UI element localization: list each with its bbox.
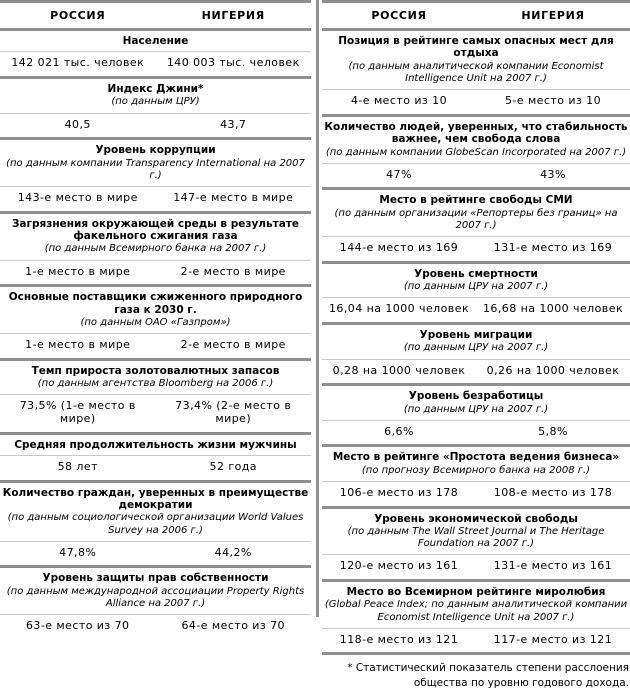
stat-title: Место в рейтинге «Простота ведения бизнеса» (332, 451, 620, 464)
stat-title-block (0, 568, 311, 615)
russia-value: 120-е место из 161 (339, 559, 459, 573)
russia-value: 4-е место из 10 (350, 94, 448, 108)
stat-section (322, 579, 630, 655)
stat-source-note: (по данным компании GlobeScan Incorporated на 2007 г.) (325, 146, 627, 158)
stat-values (322, 164, 630, 188)
stat-title: Количество граждан, уверенных в преимуществе демократии (2, 486, 309, 511)
nigeria-value: 2-е место в мире (180, 338, 286, 352)
stat-title: Население (122, 35, 189, 47)
stat-source-note: (по данным ЦРУ на 2007 г.) (403, 342, 549, 354)
nigeria-value: 43% (540, 167, 566, 181)
gini-footnote: * Статистический показатель степени расслоения общества по уровню годового дохода. (347, 662, 629, 689)
stat-values (0, 395, 311, 431)
russia-value: 106-е место из 178 (339, 485, 459, 499)
stat-title-block (322, 582, 630, 629)
stat-source-note: (по данным аналитической компании Economist Intelligence Unit на 2007 г.) (348, 60, 604, 84)
stat-values (322, 90, 630, 114)
stat-section (322, 187, 630, 260)
left-column (0, 0, 311, 639)
nigeria-value: 117-е место из 121 (493, 632, 613, 646)
russia-value: 0,28 на 1000 человек (332, 363, 466, 377)
stat-values (322, 555, 630, 579)
stat-title: Основные поставщики сжиженного природного газа к 2030 г. (8, 291, 303, 316)
stat-title-block (322, 386, 630, 421)
russia-value: 1-е место в мире (25, 338, 131, 352)
russia-value: 6,6% (384, 424, 414, 438)
stat-title: Место в рейтинге свободы СМИ (379, 194, 573, 207)
stat-section (0, 432, 311, 480)
stat-title-block (0, 79, 311, 114)
stat-values (0, 456, 311, 480)
nigeria-value: 5-е место из 10 (504, 94, 602, 108)
stat-title-block (322, 325, 630, 360)
russia-value: 16,04 на 1000 человек (328, 302, 470, 316)
stat-source-note: (по данным социологической организации World Values Survey на 2006 г.) (7, 512, 304, 536)
stat-title-block (322, 190, 630, 237)
russia-value: 47,8% (59, 545, 97, 559)
stat-source-note: (по данным Всемирного банка на 2007 г.) (44, 243, 267, 255)
stat-title-block (322, 447, 630, 482)
russia-value: 63-е место из 70 (25, 619, 130, 633)
stat-values (0, 261, 311, 285)
stat-section (0, 211, 311, 285)
column-header-nigeria: НИГЕРИЯ (201, 9, 265, 22)
nigeria-value: 140 003 тыс. человек (166, 56, 300, 70)
russia-value: 58 лет (57, 459, 98, 473)
stat-section (322, 28, 630, 114)
stat-section (0, 565, 311, 638)
stat-title-block (322, 264, 630, 299)
stat-source-note: (по данным ЦРУ) (111, 96, 200, 108)
russia-value: 144-е место из 169 (339, 241, 459, 255)
stat-title: Количество людей, уверенных, что стабильность важнее, чем свобода слова (324, 120, 628, 146)
stat-section (0, 76, 311, 137)
nigeria-value: 131-е место из 169 (493, 241, 613, 255)
russia-value: 142 021 тыс. человек (11, 56, 145, 70)
stat-title: Темп прироста золотовалютных запасов (31, 364, 280, 377)
stat-title: Позиция в рейтинге самых опасных мест для отдыха (338, 35, 614, 60)
russia-value: 73,5% (1-е место в мире) (19, 399, 136, 425)
stat-section (322, 383, 630, 444)
stat-values (0, 542, 311, 566)
stat-title-block (0, 483, 311, 542)
stat-title-block (0, 287, 311, 334)
stat-source-note: (по данным организации «Репортеры без границ» на 2007 г.) (334, 207, 618, 231)
stat-values (322, 482, 630, 506)
column-header-russia: РОССИЯ (371, 9, 427, 22)
stat-title: Уровень защиты прав собственности (42, 572, 269, 585)
stat-source-note: (по данным международной ассоциации Property Rights Alliance на 2007 г.) (6, 585, 305, 609)
stat-title: Уровень миграции (419, 328, 533, 341)
stat-values (0, 334, 311, 358)
stat-title-block (0, 435, 311, 456)
stat-title: Загрязнения окружающей среды в результате факельного сжигания газа (11, 217, 300, 242)
stat-title: Уровень экономической свободы (374, 512, 578, 525)
stat-section (322, 506, 630, 579)
stat-title: Уровень безработицы (408, 390, 544, 403)
nigeria-value: 0,26 на 1000 человек (486, 363, 620, 377)
column-headers (0, 0, 311, 28)
stat-title-block (0, 31, 311, 52)
nigeria-value: 147-е место в мире (173, 190, 294, 204)
stat-section (0, 28, 311, 76)
right-column (322, 0, 630, 690)
stat-title: Место во Всемирном рейтинге миролюбия (346, 585, 606, 598)
stat-source-note: (по данным ЦРУ на 2007 г.) (403, 281, 549, 293)
russia-value: 118-е место из 121 (339, 632, 459, 646)
stat-values (0, 615, 311, 639)
stat-source-note: (по данным ОАО «Газпром») (80, 316, 231, 328)
stat-values (322, 421, 630, 445)
nigeria-value: 108-е место из 178 (493, 485, 613, 499)
stat-title: Средняя продолжительность жизни мужчины (14, 438, 297, 451)
stat-section (0, 137, 311, 210)
stat-title: Уровень смертности (414, 267, 538, 280)
stat-section (0, 284, 311, 358)
russia-value: 143-е место в мире (17, 190, 138, 204)
stat-source-note: (по данным компании Transparency International на 2007 г.) (6, 157, 305, 181)
stat-source-note: (Global Peace Index; по данным аналитической компании Economist Intelligence Unit на 2007 г.) (324, 599, 628, 623)
stat-values (322, 360, 630, 384)
nigeria-value: 5,8% (538, 424, 568, 438)
stat-source-note: (по данным The Wall Street Journal и The Heritage Foundation на 2007 г.) (347, 525, 605, 550)
stat-values (322, 298, 630, 322)
stat-values (322, 629, 630, 653)
stat-section (0, 358, 311, 432)
stat-section (322, 261, 630, 322)
stat-title-block (322, 509, 630, 556)
nigeria-value: 52 года (209, 459, 257, 473)
stat-section (322, 444, 630, 505)
stat-title: Индекс Джини* (107, 83, 204, 96)
nigeria-value: 131-е место из 161 (493, 559, 613, 573)
stat-source-note: (по данным агентства Bloomberg на 2006 г.) (37, 378, 274, 390)
stat-values (322, 237, 630, 261)
vertical-divider (316, 0, 319, 617)
column-header-nigeria: НИГЕРИЯ (521, 9, 585, 22)
stat-section (322, 322, 630, 383)
stat-section (0, 480, 311, 566)
stat-source-note: (по данным ЦРУ на 2007 г.) (403, 403, 549, 415)
stat-title-block (0, 214, 311, 261)
nigeria-value: 73,4% (2-е место в мире) (175, 399, 292, 425)
stat-title: Уровень коррупции (95, 144, 216, 157)
stat-title-block (0, 140, 311, 187)
stat-values (0, 114, 311, 138)
stat-title-block (322, 117, 630, 164)
stat-values (0, 187, 311, 211)
left-table (0, 0, 311, 639)
right-table (322, 0, 630, 655)
stat-section (322, 114, 630, 188)
russia-value: 1-е место в мире (25, 264, 131, 278)
russia-value: 47% (386, 167, 412, 181)
nigeria-value: 16,68 на 1000 человек (482, 302, 624, 316)
column-header-russia: РОССИЯ (50, 9, 106, 22)
nigeria-value: 2-е место в мире (180, 264, 286, 278)
stat-values (0, 52, 311, 76)
stat-title-block (322, 31, 630, 90)
nigeria-value: 43,7 (220, 117, 247, 131)
stat-source-note: (по прогнозу Всемирного банка на 2008 г.) (361, 464, 591, 476)
column-headers (322, 0, 630, 28)
nigeria-value: 64-е место из 70 (181, 619, 285, 633)
nigeria-value: 44,2% (214, 545, 252, 559)
stat-title-block (0, 361, 311, 396)
russia-value: 40,5 (64, 117, 91, 131)
